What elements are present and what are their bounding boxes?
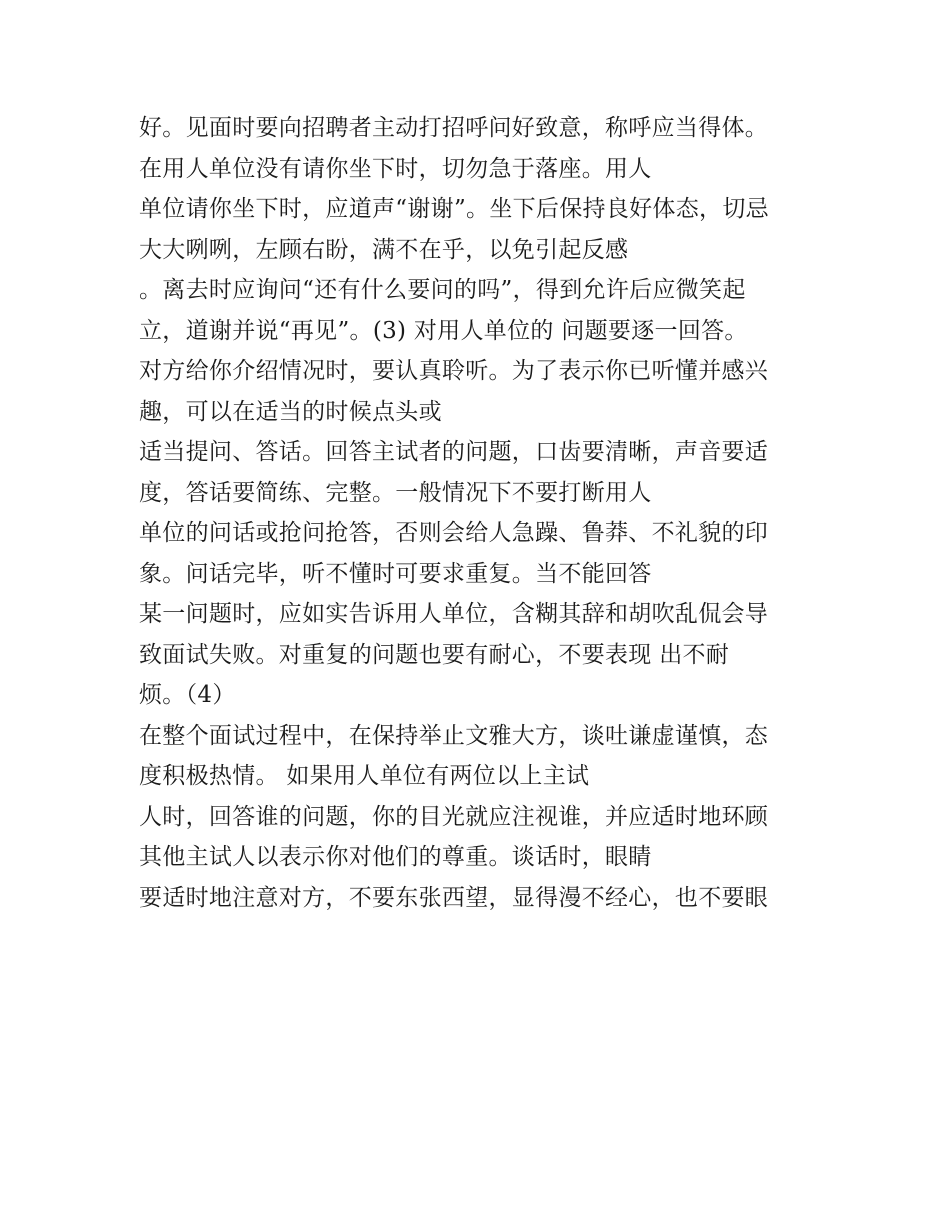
body-text [139, 108, 829, 918]
text-line: 单位请你坐下时，应道声“谢谢”。坐下后保持良好体态，切忌 [139, 196, 769, 222]
text-line: 象。问话完毕，听不懂时可要求重复。当不能回答 [139, 560, 652, 587]
text-line: 适当提问、答话。回答主试者的问题，口齿要清晰，声音要适 [139, 439, 769, 465]
text-line: 对方给你介绍情况时，要认真聆听。为了表示你已听懂并感兴 [139, 358, 769, 384]
text-line: 度，答话要简练、完整。一般情况下不要打断用人 [139, 479, 652, 506]
text-line: 单位的问话或抢问抢答，否则会给人急躁、鲁莽、不礼貌的印 [139, 520, 769, 546]
text-line: 好。见面时要向招聘者主动打招呼问好致意，称呼应当得体。 [139, 115, 769, 141]
text-line: 在整个面试过程中，在保持举止文雅大方，谈吐谦虚谨慎，态 [139, 722, 769, 749]
text-line: 度积极热情。 如果用人单位有两位以上主试 [139, 763, 590, 789]
text-line: 立，道谢并说“再见”。(3) 对用人单位的 问题要逐一回答。 [139, 317, 748, 344]
text-line: 某一问题时，应如实告诉用人单位，含糊其辞和胡吹乱侃会导 [139, 601, 769, 627]
text-line: 趣，可以在适当的时候点头或 [139, 398, 442, 425]
text-line: 要适时地注意对方，不要东张西望，显得漫不经心，也不要眼 [139, 884, 769, 911]
text-line: 。离去时应询问“还有什么要问的吗”，得到允许后应微笑起 [139, 277, 746, 303]
text-line: 大大咧咧，左顾右盼，满不在乎，以免引起反感 [139, 236, 629, 263]
text-line: 人时，回答谁的问题，你的目光就应注视谁，并应适时地环顾 [139, 803, 769, 830]
text-line: 烦。（4） [139, 682, 236, 708]
text-line: 其他主试人以表示你对他们的尊重。谈话时，眼睛 [139, 844, 652, 870]
text-line: 致面试失败。对重复的问题也要有耐心，不要表现 出不耐 [139, 641, 730, 668]
text-line: 在用人单位没有请你坐下时，切勿急于落座。用人 [139, 155, 652, 182]
